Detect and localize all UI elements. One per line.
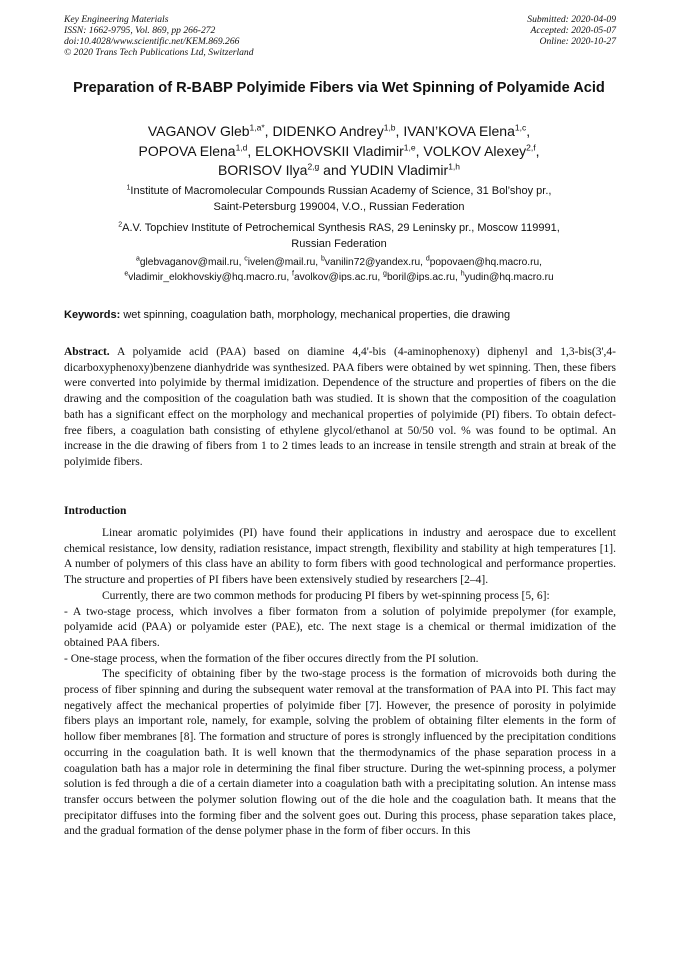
keywords (64, 308, 616, 322)
paragraph: Currently, there are two common methods for producing PI fibers by wet-spinning process [5, 6]: (102, 589, 550, 602)
author: VAGANOV Gleb$^{1,a*}$, (147, 122, 273, 139)
section-heading-introduction: Introduction (64, 505, 127, 517)
author-list (56, 122, 622, 181)
affiliation-1: $^1$Institute of Macromolecular Compounds Russian Academy of Science, 31 Bol’shoy pr., Saint-Petersburg 199004, V.O., Russian Federation (126, 184, 552, 213)
author: IVAN’KOVA Elena$^{1,c}$, (403, 122, 531, 139)
journal-header-right (527, 14, 616, 47)
copyright-line: © 2020 Trans Tech Publications Ltd, Switzerland (64, 47, 254, 58)
abstract (64, 345, 616, 471)
journal-name: Key Engineering Materials (64, 14, 169, 25)
paragraph: The specificity of obtaining fiber by the two-stage process is the formation of microvoids both during the process of fiber spinning and during the subsequent water removal at the transformation of PAA into PI. This fact may negatively affect the mechanical properties of polyimide fiber [7]. However, the presence of porosity in polyimide fibers plays an important role, namely, for example, solving the problem of obtaining filter elements in the form of hollow fiber membranes [8]. The formation and structure of pores is strongly influenced by the precipitation conditions occurring in the coagulation bath. It is well known that the thermodynamics of the phase separation process in a coagulation bath has a major role in determining the final fiber structure. During the wet-spinning process, a polymer solution is fed through a die of a certain diameter into a coagulation bath with a precipitating solution. An intense mass transfer occurs between the polymer solution flowing out of the die hole and the coagulation bath. It means that the precipitator diffuses into the forming fiber and the solvent goes out. During this process, phase separation takes place, and the gradual formation of the dense polymer phase in the form of fiber occurs. In this (64, 668, 616, 838)
keywords-text: wet spinning, coagulation bath, morphology, mechanical properties, die drawing (123, 309, 511, 321)
paragraph: Linear aromatic polyimides (PI) have found their applications in industry and aerospace due to excellent chemical resistance, low density, radiation resistance, impact strength, flexibility and stability at high temperatures [1]. A number of polymers of this class have an ability to form fibers with good technological and performance properties. The structure and properties of PI fibers have been extensively studied by researchers [2–4]. (64, 527, 616, 587)
author: ELOKHOVSKII Vladimir$^{1,e}$, (255, 141, 424, 159)
author: BORISOV Ilya$^{2,g}$ and (217, 161, 351, 178)
abstract-text: A polyamide acid (PAA) based on diamine 4,4'-bis (4-aminophenoxy) diphenyl and 1,3-bis(3',4-dicarboxyphenoxy)benzene dianhydride was synthesized. PAA fibers were obtained by wet spinning. Then, these fibers were converted into polyimide by thermal imidization. Dependence of the structure and properties of fibers on the die drawing and the composition of the coagulation bath was studied. It is shown that the composition of the coagulation bath has a significant effect on the morphology and mechanical properties of polyimide (PI) fibers. To obtain defect-free fibers, a coagulation bath consisting of ethylene glycol/ethanol at 50/50 vol. % was found to be optimal. An increase in the die drawing of fibers from 1 to 2 times leads to an increase in tensile strength and strain at break of the polyimide fibers. (64, 346, 616, 468)
journal-header-left (64, 14, 254, 58)
email-link[interactable]: $^g$boril@ips.ac.ru (383, 270, 456, 283)
email-list: $^a$glebvaganov@mail.ru, $^c$ivelen@mail.ru, $^b$vanilin72@yandex.ru, $^d$popovaen@hq.macro.ru, $^e$vladimir_elokhovskiy@hq.macro.ru, $^f$avolkov@ips.ac.ru, $^g$boril@ips.ac.ru, $^h$yudin@hq.macro.ru (124, 255, 554, 283)
online-date: Online: 2020-10-27 (539, 36, 616, 47)
email-link[interactable]: $^f$avolkov@ips.ac.ru (292, 270, 378, 283)
abstract-label: Abstract. (64, 346, 110, 358)
accepted-date: Accepted: 2020-05-07 (530, 25, 616, 36)
paper-title: Preparation of R-BABP Polyimide Fibers via Wet Spinning of Polyamide Acid (73, 80, 605, 96)
email-link[interactable]: $^e$vladimir_elokhovskiy@hq.macro.ru (124, 270, 287, 283)
author: YUDIN Vladimir$^{1,h}$ (350, 161, 461, 178)
affiliation-2: $^2$A.V. Topchiev Institute of Petrochemical Synthesis RAS, 29 Leninsky pr., Moscow 119991, Russian Federation (118, 221, 560, 250)
author: VOLKOV Alexey$^{2,f}$, (423, 141, 540, 159)
email-link[interactable]: $^h$yudin@hq.macro.ru (460, 270, 554, 283)
doi-line: doi:10.4028/www.scientific.net/KEM.869.266 (64, 36, 240, 47)
author: DIDENKO Andrey$^{1,b}$, (272, 122, 404, 139)
email-link[interactable]: $^c$ivelen@mail.ru (244, 255, 316, 268)
submitted-date: Submitted: 2020-04-09 (527, 14, 616, 25)
paragraph: - One-stage process, when the formation of the fiber occures directly from the PI solution. (64, 652, 479, 665)
issn-line: ISSN: 1662-9795, Vol. 869, pp 266-272 (64, 25, 216, 36)
email-link[interactable]: $^a$glebvaganov@mail.ru (135, 255, 239, 268)
email-link[interactable]: $^b$vanilin72@yandex.ru (320, 255, 421, 268)
paragraph: - A two-stage process, which involves a fiber formaton from a solution of polyimide prepolymer (for example, polyamide acid (PAA) or polyamide ester (PAE), etc. The next stage is a chemical or thermal imidization of the obtained PAA fibers. (64, 605, 616, 649)
email-link[interactable]: $^d$popovaen@hq.macro.ru (425, 255, 540, 268)
keywords-label: Keywords: (64, 309, 121, 321)
author: POPOVA Elena$^{1,d}$, (138, 141, 256, 159)
introduction-body (64, 526, 616, 840)
